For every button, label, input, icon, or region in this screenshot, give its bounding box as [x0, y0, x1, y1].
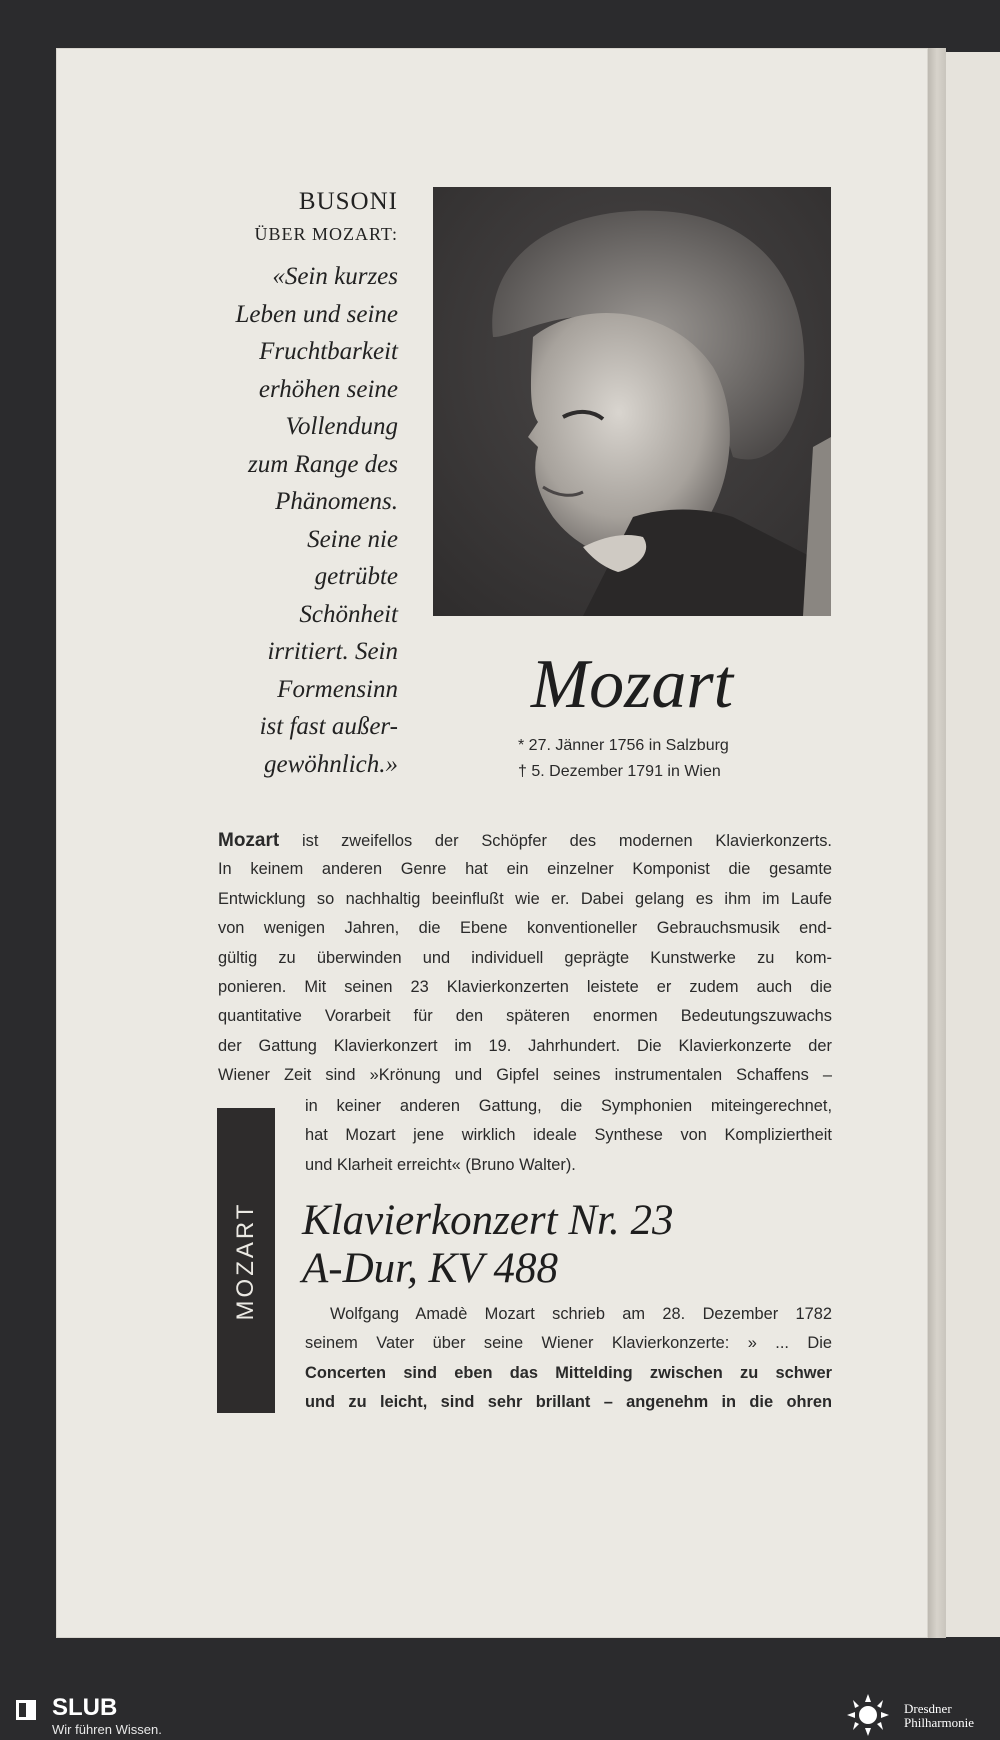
quote-line: irritiert. Sein [267, 638, 398, 665]
quote-author: BUSONI [298, 188, 398, 215]
paragraph-line: In keinem anderen Genre hat ein einzelner Komponist die gesamte [218, 860, 832, 879]
intro-paragraph [218, 826, 832, 1091]
paragraph-line: Concerten sind eben das Mittelding zwischen zu schwer [305, 1363, 832, 1382]
quote-line: Vollendung [285, 413, 398, 440]
philharmonie-logo-icon [842, 1692, 894, 1738]
work-title-line1: Klavierkonzert Nr. 23 [302, 1197, 674, 1244]
composer-dates [518, 733, 729, 785]
intro-continuation [305, 1092, 832, 1180]
paragraph-line: Entwicklung so nachhaltig beeinflußt wie er. Dabei gelang es ihm im Laufe [218, 889, 832, 908]
slub-logo-icon [14, 1698, 38, 1722]
mozart-portrait [433, 187, 831, 616]
partner-line2: Philharmonie [904, 1715, 975, 1730]
work-title-line2: A-Dur, KV 488 [302, 1245, 559, 1292]
book-gutter [928, 48, 946, 1638]
quote-line: Fruchtbarkeit [259, 338, 398, 365]
paragraph-line: quantitative Vorarbeit für den späteren enormen Bedeutungszuwachs [218, 1007, 832, 1026]
paragraph-line: und zu leicht, sind sehr brillant – angenehm in die ohren [305, 1393, 832, 1412]
paragraph-line: Wolfgang Amadè Mozart schrieb am 28. Dezember 1782 [330, 1305, 832, 1323]
paragraph-line: von wenigen Jahren, die Ebene konventioneller Gebrauchsmusik end- [218, 919, 832, 938]
slub-brand: SLUB [52, 1694, 118, 1721]
paragraph-line: hat Mozart jene wirklich ideale Synthese von Kompliziertheit [305, 1126, 832, 1145]
busoni-quote [170, 258, 398, 783]
work-title [302, 1197, 673, 1293]
composer-name: Mozart [530, 646, 734, 723]
work-paragraph [305, 1300, 832, 1418]
quote-line: gewöhnlich.» [263, 750, 398, 778]
quote-line: getrübte [314, 563, 398, 590]
quote-subject: ÜBER MOZART: [254, 224, 398, 244]
slub-tagline: Wir führen Wissen. [52, 1722, 162, 1737]
quote-line: Formensinn [277, 675, 398, 703]
paragraph-line: Wiener Zeit sind »Krönung und Gipfel seines instrumentalen Schaffens – [218, 1066, 832, 1085]
death-date: † 5. Dezember 1791 in Wien [518, 763, 721, 780]
section-tab-label: MOZART [232, 1201, 259, 1320]
paragraph-line: der Gattung Klavierkonzert im 19. Jahrhundert. Die Klavierkonzerte der [218, 1036, 832, 1055]
paragraph-line: seinem Vater über seine Wiener Klavierkonzerte: » ... Die [305, 1334, 832, 1353]
section-tab [217, 1108, 275, 1413]
quote-line: Leben und seine [235, 300, 398, 328]
quote-line: Schönheit [299, 600, 398, 628]
quote-line: Phänomens. [275, 488, 398, 515]
next-page-edge [946, 52, 1000, 1637]
philharmonie-name [904, 1702, 974, 1730]
paragraph-line: ponieren. Mit seinen 23 Klavierkonzerten leistete er zudem auch die [218, 977, 832, 996]
partner-line1: Dresdner [904, 1701, 952, 1716]
paragraph-line: gültig zu überwinden und individuell geprägte Kunstwerke zu kom- [218, 948, 832, 967]
quote-line: ist fast außer- [259, 713, 398, 740]
quote-line: erhöhen seine [258, 375, 398, 403]
paragraph-line: in keiner anderen Gattung, die Symphonien miteingerechnet, [305, 1097, 832, 1115]
paragraph-line: und Klarheit erreicht« (Bruno Walter). [305, 1155, 576, 1174]
quote-line: zum Range des [248, 450, 398, 478]
footer-bar [0, 1690, 1000, 1740]
birth-date: * 27. Jänner 1756 in Salzburg [518, 737, 729, 754]
lead-word: Mozart [218, 830, 280, 851]
quote-line: «Sein kurzes [272, 263, 398, 290]
quote-line: Seine nie [307, 525, 398, 553]
paragraph-line: Mozart ist zweifellos der Schöpfer des modernen Klavierkonzerts. [218, 830, 832, 851]
